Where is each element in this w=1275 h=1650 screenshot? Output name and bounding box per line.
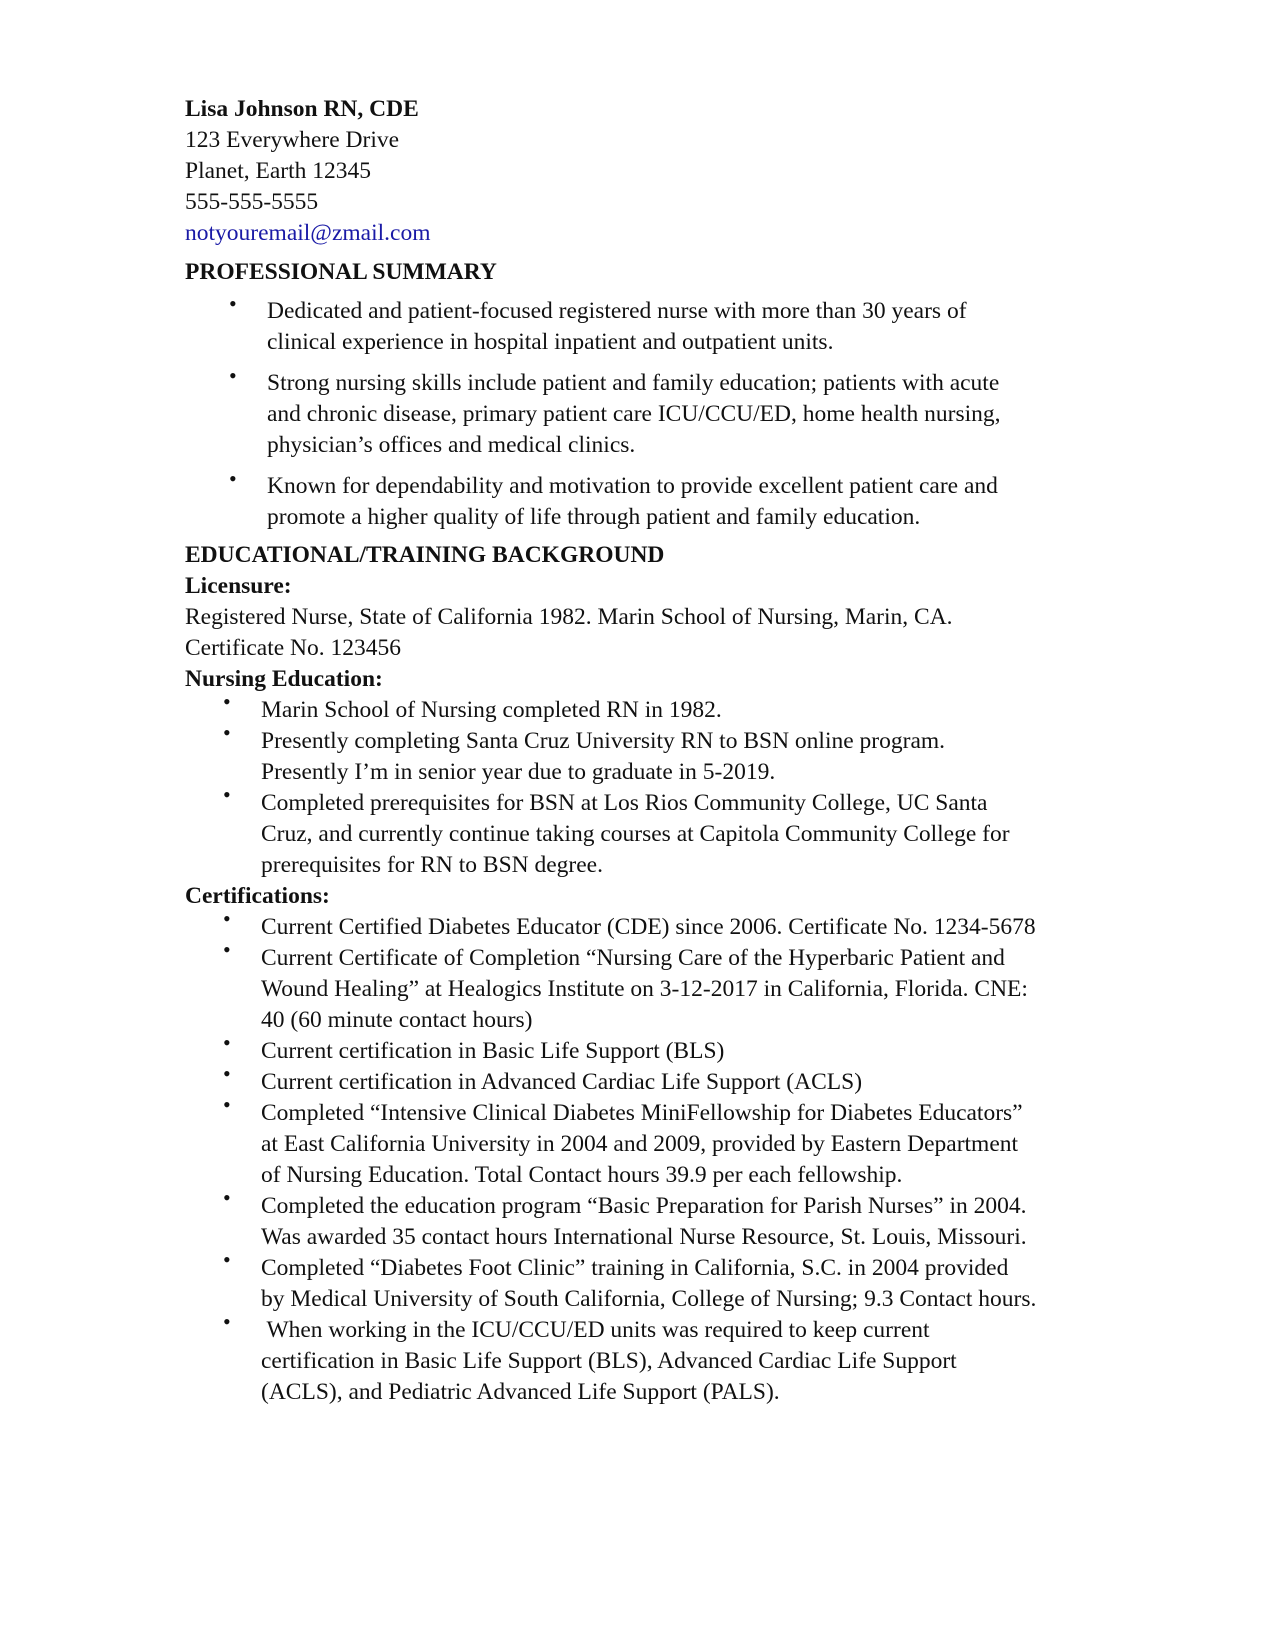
education-heading: EDUCATIONAL/TRAINING BACKGROUND bbox=[185, 542, 665, 568]
list-item bbox=[185, 1061, 1085, 1098]
list-item bbox=[185, 363, 1085, 461]
bullet-icon: • bbox=[223, 1092, 231, 1117]
bullet-icon: • bbox=[223, 937, 231, 962]
bullet-icon: • bbox=[223, 782, 231, 807]
list-item-line: and chronic disease, primary patient care ICU/CCU/ED, home health nursing, bbox=[267, 401, 1001, 427]
email-link[interactable]: notyouremail@zmail.com bbox=[185, 220, 431, 246]
list-item bbox=[185, 1185, 1085, 1253]
list-item-line: Completed the education program “Basic Preparation for Parish Nurses” in 2004. bbox=[261, 1193, 1027, 1219]
contact-block bbox=[185, 94, 1085, 249]
resume-document bbox=[185, 94, 1085, 1408]
bullet-icon: • bbox=[223, 689, 231, 714]
candidate-name: Lisa Johnson RN, CDE bbox=[185, 96, 419, 122]
list-item bbox=[185, 720, 1085, 788]
bullet-icon: • bbox=[229, 466, 237, 491]
list-item-line: Presently completing Santa Cruz University RN to BSN online program. bbox=[261, 728, 946, 754]
bullet-icon: • bbox=[223, 1061, 231, 1086]
certifications-heading: Certifications: bbox=[185, 883, 330, 909]
list-item-line: clinical experience in hospital inpatient and outpatient units. bbox=[267, 329, 834, 355]
bullet-icon: • bbox=[223, 1309, 231, 1334]
list-item bbox=[185, 1309, 1085, 1408]
list-item-line: at East California University in 2004 and 2009, provided by Eastern Department bbox=[261, 1131, 1019, 1157]
summary-list bbox=[185, 291, 1085, 533]
address-line-1: 123 Everywhere Drive bbox=[185, 127, 400, 153]
list-item-line: Marin School of Nursing completed RN in 1982. bbox=[261, 697, 722, 723]
bullet-icon: • bbox=[223, 1247, 231, 1272]
bullet-icon: • bbox=[223, 720, 231, 745]
professional-summary-section bbox=[185, 257, 1085, 533]
education-section bbox=[185, 540, 1085, 1408]
list-item-line: 40 (60 minute contact hours) bbox=[261, 1007, 533, 1033]
list-item-line: of Nursing Education. Total Contact hours 39.9 per each fellowship. bbox=[261, 1162, 903, 1188]
list-item-line: physician’s offices and medical clinics. bbox=[267, 432, 636, 458]
list-item-line: Dedicated and patient-focused registered nurse with more than 30 years of bbox=[267, 298, 967, 324]
phone-number: 555-555-5555 bbox=[185, 189, 319, 215]
list-item-line: Wound Healing” at Healogics Institute on 3-12-2017 in California, Florida. CNE: bbox=[261, 976, 1028, 1002]
address-line-2: Planet, Earth 12345 bbox=[185, 158, 372, 184]
list-item bbox=[185, 1030, 1085, 1067]
bullet-icon: • bbox=[223, 1030, 231, 1055]
list-item-line: Cruz, and currently continue taking courses at Capitola Community College for bbox=[261, 821, 1010, 847]
list-item-line: promote a higher quality of life through patient and family education. bbox=[267, 504, 921, 530]
list-item bbox=[185, 937, 1085, 1036]
list-item-line: Current certification in Advanced Cardiac Life Support (ACLS) bbox=[261, 1069, 863, 1095]
list-item-line: Current Certificate of Completion “Nursing Care of the Hyperbaric Patient and bbox=[261, 945, 1005, 971]
list-item-line: by Medical University of South California, College of Nursing; 9.3 Contact hours. bbox=[261, 1286, 1037, 1312]
list-item-line: Completed “Intensive Clinical Diabetes MiniFellowship for Diabetes Educators” bbox=[261, 1100, 1023, 1126]
list-item-line: Was awarded 35 contact hours International Nurse Resource, St. Louis, Missouri. bbox=[261, 1224, 1027, 1250]
bullet-icon: • bbox=[229, 363, 237, 388]
list-item bbox=[185, 291, 1085, 358]
certifications-list bbox=[185, 906, 1085, 1408]
list-item bbox=[185, 466, 1085, 533]
list-item bbox=[185, 782, 1085, 881]
nursing-education-heading: Nursing Education: bbox=[185, 666, 383, 692]
licensure-heading: Licensure: bbox=[185, 573, 292, 599]
list-item bbox=[185, 1092, 1085, 1191]
bullet-icon: • bbox=[223, 1185, 231, 1210]
list-item-line: (ACLS), and Pediatric Advanced Life Support (PALS). bbox=[261, 1379, 780, 1405]
professional-summary-heading: PROFESSIONAL SUMMARY bbox=[185, 259, 497, 285]
list-item bbox=[185, 906, 1085, 943]
list-item-line: Current Certified Diabetes Educator (CDE) since 2006. Certificate No. 1234-5678 bbox=[261, 914, 1036, 940]
licensure-line-1: Registered Nurse, State of California 1982. Marin School of Nursing, Marin, CA. bbox=[185, 604, 953, 630]
nursing-education-list bbox=[185, 689, 1085, 881]
list-item-line: When working in the ICU/CCU/ED units was required to keep current bbox=[261, 1317, 930, 1343]
bullet-icon: • bbox=[223, 906, 231, 931]
list-item-line: Current certification in Basic Life Support (BLS) bbox=[261, 1038, 725, 1064]
list-item bbox=[185, 1247, 1085, 1315]
licensure-line-2: Certificate No. 123456 bbox=[185, 635, 402, 661]
list-item bbox=[185, 689, 1085, 726]
list-item-line: Completed prerequisites for BSN at Los Rios Community College, UC Santa bbox=[261, 790, 988, 816]
list-item-line: prerequisites for RN to BSN degree. bbox=[261, 852, 603, 878]
list-item-line: Strong nursing skills include patient and family education; patients with acute bbox=[267, 370, 1000, 396]
list-item-line: Presently I’m in senior year due to graduate in 5-2019. bbox=[261, 759, 776, 785]
list-item-line: Known for dependability and motivation to provide excellent patient care and bbox=[267, 473, 998, 499]
list-item-line: Completed “Diabetes Foot Clinic” training in California, S.C. in 2004 provided bbox=[261, 1255, 1009, 1281]
list-item-line: certification in Basic Life Support (BLS), Advanced Cardiac Life Support bbox=[261, 1348, 957, 1374]
bullet-icon: • bbox=[229, 291, 237, 316]
